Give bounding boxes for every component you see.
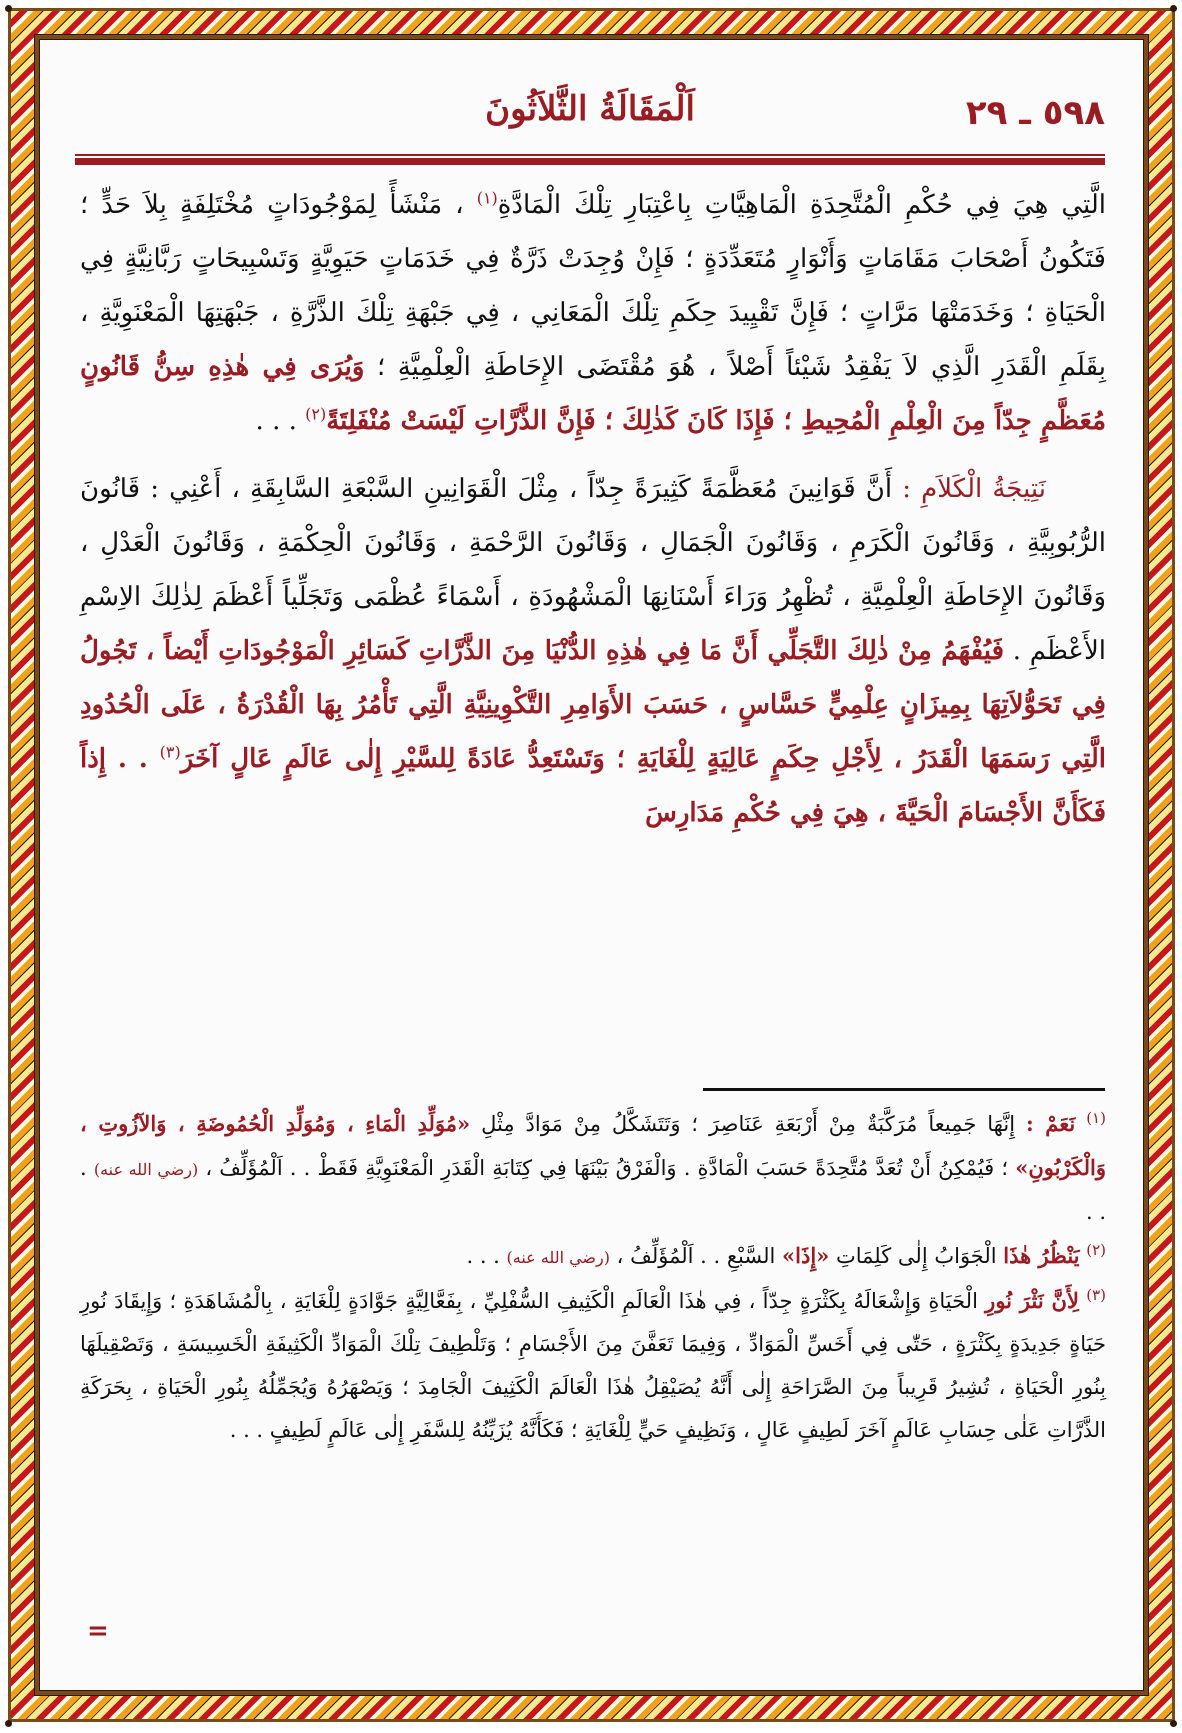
- corner-ornament: [5, 5, 12, 12]
- corner-ornament: [1170, 1720, 1177, 1727]
- footnote-number: (٢): [1086, 1241, 1106, 1259]
- footnote-2: [80, 1234, 1106, 1279]
- text-segment: السَّبْعِ . . اَلْمُؤَلِّفُ ،: [616, 1244, 776, 1268]
- footnote-separator: [703, 1088, 1105, 1091]
- footnote-ref-3[interactable]: (٣): [159, 742, 181, 762]
- text-segment: ، مَنْشَأً لِمَوْجُودَاتٍ مُخْتَلِفَةٍ بِلاَ حَدٍّ ؛ فَتَكُونُ أَصْحَابَ مَقَامَاتٍ وَأَنْوَارٍ مُتَعَدِّدَةٍ ؛ فَإِنْ وُجِدَتْ ذَرَّةٌ فِي خَدَمَاتٍ حَيَوِيَّةٍ وَتَسْبِيحَاتٍ رَبَّانِيَّةٍ فِي الْحَيَاةِ ؛ وَخَدَمَتْهَا مَرَّاتٍ ؛ فَإِنَّ تَقْيِيدَ حِكَمِ تِلْكَ الْمَعَانِي ، فِي جَبْهَةِ تِلْكَ الذَّرَّةِ ، جَبْهَتِهَا الْمَعْنَوِيَّةِ ، بِقَلَمِ الْقَدَرِ الَّذِي لاَ يَفْقِدُ شَيْئاً أَصْلاً ، هُوَ مُقْتَضَى الإِحَاطَةِ الْعِلْمِيَّةِ ؛: [80, 190, 1106, 382]
- text-segment: أَنَّ قَوَانِينَ مُعَظَّمَةً كَثِيرَةً جِدّاً ، مِثْلَ الْقَوَانِينِ السَّبْعَةِ السَّابِقَةِ ، أَعْنِي : قَانُونَ الرُّبُوبِيَّةِ ، وَقَانُونَ الْكَرَمِ ، وَقَانُونَ الْجَمَالِ ، وَقَانُونَ الرَّحْمَةِ ، وَقَانُونَ الْحِكْمَةِ ، وَقَانُونَ الْعَدْلِ ، وَقَانُونَ الإِحَاطَةِ الْعِلْمِيَّةِ ، تُظْهِرُ وَرَاءَ أَسْنَانِهَا الْمَشْهُودَةِ ، أَسْمَاءً عُظْمَى وَتَجَلِّياً أَعْظَمَ لِذٰلِكَ الاِسْمِ الأَعْظَمِ .: [80, 474, 1107, 666]
- footnote-lead: يَنْظُرُ هٰذَا: [1003, 1243, 1080, 1268]
- text-segment: الْحَيَاةِ وَإِشْعَالَهُ بِكَثْرَةٍ جِدّاً ، فِي هٰذَا الْعَالَمِ الْكَثِيفِ السُّفْلِيِّ ، بِفَعَّالِيَّةٍ جَوَّادَةٍ لِلْغَايَةِ ، بِالْمُشَاهَدَةِ ؛ وَإِيقَادَ نُورِ حَيَاةٍ جَدِيدَةٍ بِكَثْرَةٍ ، حَتّٰى فِي أَخَسِّ الْمَوَادِّ ، وَفِيمَا تَعَفَّنَ مِنَ الأَجْسَامِ ؛ وَتَلْطِيفَ تِلْكَ الْمَوَادِّ الْكَثِيفَةِ الْخَسِيسَةِ ، وَتَصْقِيلَهَا بِنُورِ الْحَيَاةِ ، تُشِيرُ قَرِيباً مِنَ الصَّرَاحَةِ إِلٰى أَنَّهُ يُصَيْقِلُ هٰذَا الْعَالَمَ الْكَثِيفَ الْجَامِدَ ؛ وَيَصْهَرُهُ وَيُجَمِّلُهُ بِنُورِ الْحَيَاةِ ، بِحَرَكَةِ الذَّرَّاتِ عَلٰى حِسَابِ عَالَمٍ آخَرَ لَطِيفٍ عَالٍ ، وَنَظِيفٍ حَيٍّ لِلْغَايَةِ ؛ فَكَأَنَّهُ يُزَيِّنُهُ لِلسَّفَرِ إِلٰى عَالَمٍ لَطِيفٍ: [80, 1289, 1106, 1442]
- paragraph-1: [80, 178, 1106, 448]
- honorific-icon: (رضي الله عنه): [93, 1160, 199, 1179]
- footnote-number: (١): [1086, 1109, 1106, 1127]
- highlighted-text: «إِذَا»: [782, 1243, 830, 1268]
- corner-ornament: [1170, 5, 1177, 12]
- footnote-ref-2[interactable]: (٢): [305, 404, 327, 424]
- text-segment: الَّتِي هِيَ فِي حُكْمِ الْمُتَّحِدَةِ الْمَاهِيَّاتِ بِاعْتِبَارِ تِلْكَ الْمَادَّةِ: [497, 190, 1106, 220]
- footnote-lead: لِأَنَّ نَثْرَ نُورِ: [985, 1288, 1079, 1313]
- highlighted-text: وَيُرَى فِي هٰذِهِ سِنُّ قَانُونٍ مُعَظَّمٍ جِدّاً مِنَ الْعِلْمِ الْمُحِيطِ ؛ فَإِذَا كَانَ كَذٰلِكَ ؛ فَإِنَّ الذَّرَّاتِ لَيْسَتْ مُنْفَلِتَةً: [80, 352, 1106, 436]
- paragraph-lead: نَتِيجَةُ الْكَلاَمِ :: [902, 474, 1046, 504]
- ellipsis: . . .: [80, 1156, 1106, 1224]
- page-number: ٥٩٨ ـ ٢٩: [965, 93, 1105, 133]
- ellipsis: . . .: [229, 1418, 270, 1442]
- main-text: [80, 178, 1106, 840]
- footnote-lead: نَعَمْ :: [1025, 1111, 1076, 1136]
- footnote-ref-1[interactable]: (١): [476, 188, 498, 208]
- footnote-3: [80, 1279, 1106, 1452]
- ellipsis: . . .: [466, 1244, 507, 1268]
- highlighted-text: فَيُفْهَمُ مِنْ ذٰلِكَ التَّجَلِّي أَنَّ مَا فِي هٰذِهِ الدُّنْيَا مِنَ الذَّرَّاتِ كَسَائِرِ الْمَوْجُودَاتِ أَيْضاً ، تَجُولُ فِي تَحَوُّلاَتِهَا بِمِيزَانٍ عِلْمِيٍّ حَسَّاسٍ ، حَسَبَ الأَوَامِرِ التَّكْوِينِيَّةِ الَّتِي تَأْمُرُ بِهَا الْقُدْرَةُ ، عَلَى الْحُدُودِ الَّتِي رَسَمَهَا الْقَدَرُ ، لِأَجْلِ حِكَمٍ عَالِيَةٍ لِلْغَايَةِ ؛ وَتَسْتَعِدُّ عَادَةً لِلسَّيْرِ إِلٰى عَالَمٍ عَالٍ آخَرَ: [80, 636, 1106, 774]
- paragraph-2: [80, 462, 1106, 840]
- footnote-number: (٣): [1086, 1286, 1106, 1304]
- honorific-icon: (رضي الله عنه): [506, 1248, 610, 1267]
- header-rule-thin: [75, 154, 1105, 156]
- text-segment: الْجَوَابُ إِلٰى كَلِمَاتِ: [836, 1244, 997, 1268]
- highlighted-text: «مُوَلِّدِ الْمَاءِ ، وَمُوَلِّدِ الْحُمُوضَةِ ، وَالآزُوتِ ، وَالْكَرْبُونِ»: [80, 1111, 1106, 1180]
- chapter-title: اَلْمَقَالَةُ الثَّلاَثُونَ: [485, 89, 695, 129]
- text-segment: إِنَّهَا جَمِيعاً مُرَكَّبَةٌ مِنْ أَرْبَعَةِ عَنَاصِرَ ؛ وَتَتَشَكَّلُ مِنْ مَوَادَّ مِثْلِ: [481, 1112, 1016, 1136]
- highlighted-text: . . إِذاً فَكَأَنَّ الأَجْسَامَ الْحَيَّةَ ، هِيَ فِي حُكْمِ مَدَارِسَ: [80, 744, 1106, 828]
- continuation-mark: =: [87, 1616, 109, 1646]
- footnotes: [80, 1102, 1106, 1452]
- corner-ornament: [5, 1720, 12, 1727]
- ellipsis: . . .: [255, 406, 306, 436]
- header-rule-thick: [75, 158, 1105, 165]
- footnote-1: [80, 1102, 1106, 1234]
- page-header: [75, 85, 1105, 155]
- text-segment: ؛ فَيُمْكِنُ أَنْ تُعَدَّ مُتَّحِدَةً حَسَبَ الْمَادَّةِ . وَالْفَرْقُ بَيْنَهَا فِي كِتَابَةِ الْقَدَرِ الْمَعْنَوِيَّةِ فَقَطْ . . اَلْمُؤَلِّفُ ،: [205, 1156, 1009, 1180]
